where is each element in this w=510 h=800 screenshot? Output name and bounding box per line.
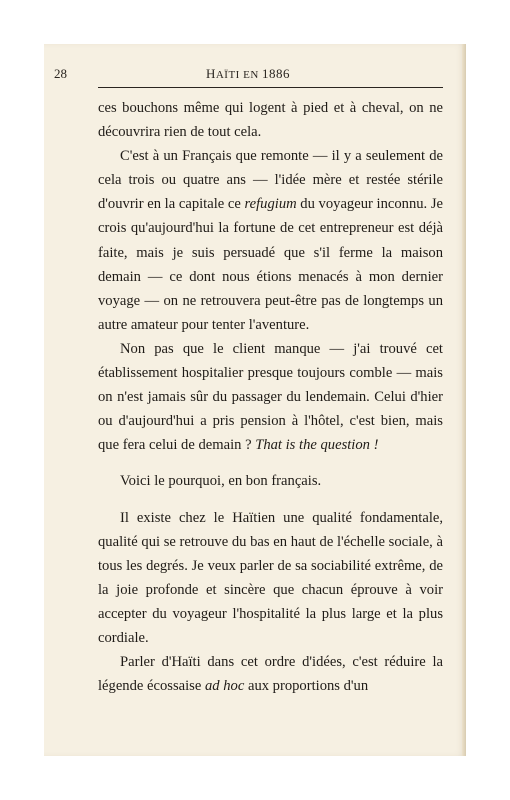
paragraph — [98, 144, 443, 337]
paragraph — [98, 96, 443, 144]
paragraph-text: ces bouchons même qui logent à pied et à cheval, on ne découvrira rien de tout cela. — [98, 100, 443, 141]
running-header — [54, 66, 442, 86]
paragraph — [98, 506, 443, 651]
page-edge — [462, 44, 466, 756]
running-title-smallcaps: AÏTI EN — [215, 69, 263, 81]
body-text — [98, 96, 443, 698]
running-title — [54, 66, 442, 82]
running-title-initial: H — [205, 66, 216, 81]
paragraph-text: Non pas que le client manque — j'ai trouvé cet établissement hospitalier presque toujours comble — mais on n'est jamais sûr du passager du lendemain. Celui d'hier ou d'aujourd'hui a pris pension à l'hôtel, c'est bien, mais que fera celui de demain ? — [98, 340, 443, 454]
paragraph-text: Parler d'Haïti dans cet ordre d'idées, c'est réduire la légende écossaise — [98, 654, 443, 695]
header-rule — [98, 87, 443, 88]
paragraph-text: Voici le pourquoi, en bon français. — [120, 473, 322, 490]
running-title-year: 1886 — [262, 66, 291, 81]
paragraph-text: Il existe chez le Haïtien une qualité fondamentale, qualité qui se retrouve du bas en haut de l'échelle sociale, à tous les degrés. Je veux parler de sa sociabilité extrême, de la joie profonde et sincère que chacun éprouve à voir accepter du voyageur l'hospitalité la plus large et la plus cordiale. — [98, 509, 443, 646]
italic-text: That is the question ! — [255, 437, 379, 454]
italic-text: refugium — [244, 196, 297, 213]
italic-text: ad hoc — [204, 678, 245, 695]
page-number: 28 — [54, 66, 67, 81]
paragraph — [98, 650, 443, 698]
paragraph-text: aux proportions d'un — [244, 678, 369, 695]
paragraph-text: C'est à un Français que remonte — il y a seulement de cela trois ou quatre ans — l'idée mère et restée stérile d'ouvrir en la capitale ce — [98, 148, 443, 213]
paragraph — [98, 337, 443, 457]
paragraph — [98, 469, 443, 493]
paragraph-text: du voyageur inconnu. Je crois qu'aujourd'hui la fortune de cet entrepreneur est déjà faite, mais je suis persuadé que s'il ferme la maison demain — ce dont nous étions menacés à mon dernier voyage — on ne retrouvera peut-être pas de longtemps un autre amateur pour tenter l'aventure. — [98, 196, 443, 333]
